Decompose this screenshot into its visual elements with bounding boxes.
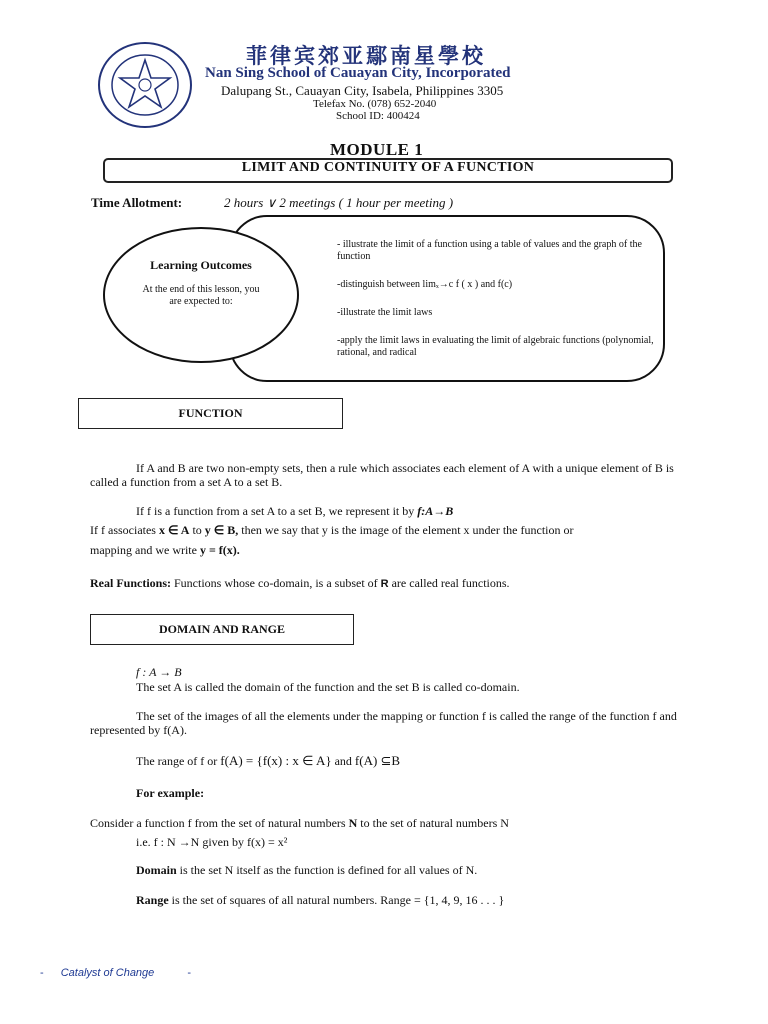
range-math: f(A) = {f(x) : x ∈ A} — [220, 753, 332, 768]
learning-outcome-item: - illustrate the limit of a function using a table of values and the graph of the function — [337, 239, 642, 262]
footer-motto: Catalyst of Change — [60, 967, 155, 979]
learning-outcomes-title: Learning Outcomes — [150, 258, 252, 272]
function-notation-math: f:A→B — [417, 504, 454, 518]
image-text-a: If f associates — [90, 523, 159, 537]
function-notation-line — [136, 504, 696, 518]
footer-dash-left: - — [40, 967, 44, 979]
image-math-x: x ∈ A — [158, 523, 190, 537]
example-domain-line — [136, 863, 696, 877]
mapping-text: mapping and we write — [90, 543, 200, 557]
domain-definition: The set A is called the domain of the function and the set B is called co-domain. — [136, 680, 520, 694]
mapping-notation: f : A → B — [136, 665, 182, 679]
school-telefax: Telefax No. (078) 652-2040 — [313, 98, 437, 110]
range-notation-line — [136, 754, 696, 768]
function-notation-text: If f is a function from a set A to a set B, we represent it by — [136, 504, 418, 518]
module-title: MODULE 1 — [330, 140, 424, 159]
function-image-line — [90, 523, 690, 537]
range-text: The range of f or — [136, 754, 221, 768]
image-math-y: y ∈ B, — [204, 523, 239, 537]
time-allotment-value: 2 hours ∨ 2 meetings ( 1 hour per meeting ) — [224, 195, 454, 210]
range-and: and — [331, 754, 355, 768]
learning-outcome-item: -illustrate the limit laws — [337, 307, 433, 318]
school-address: Dalupang St., Cauayan City, Isabela, Philippines 3305 — [221, 83, 504, 98]
mapping-math: y = f(x). — [199, 543, 240, 557]
school-name-chinese: 菲律宾郊亚鄢南星學校 — [246, 44, 486, 68]
function-mapping-line — [90, 543, 690, 557]
real-set-symbol: R — [380, 578, 389, 590]
real-functions-label: Real Functions: — [90, 576, 171, 590]
school-id: School ID: 400424 — [336, 110, 420, 122]
school-logo — [96, 40, 194, 130]
learning-outcome-item: -distinguish between limₓ→c f ( x ) and f(c) — [337, 279, 513, 290]
example-function-def: i.e. f : N →N given by f(x) = x² — [136, 835, 288, 849]
function-definition: If A and B are two non-empty sets, then a rule which associates each element of A with a unique element of B is called a function from a set A to a set B. — [90, 461, 674, 489]
time-allotment-label: Time Allotment: — [91, 195, 183, 210]
natural-numbers-symbol: N — [348, 816, 358, 830]
domain-label: Domain — [136, 863, 177, 877]
range-definition: The set of the images of all the elements under the mapping or function f is called the range of the function f and represented by f(A). — [90, 709, 677, 737]
real-functions-end: are called real functions. — [388, 576, 510, 590]
real-functions-text: Functions whose co-domain, is a subset of — [171, 576, 381, 590]
range-subset-math: f(A) ⊆B — [354, 753, 401, 768]
image-text-c: then we say that y is the image of the element x under the function or — [238, 523, 574, 537]
consider-text-end: to the set of natural numbers N — [357, 816, 509, 830]
footer — [40, 967, 191, 979]
module-subtitle: LIMIT AND CONTINUITY OF A FUNCTION — [241, 160, 535, 175]
footer-dash-right: - — [187, 967, 192, 979]
real-functions-line — [90, 576, 690, 591]
example-range-line — [136, 893, 696, 907]
example-label: For example: — [136, 786, 205, 800]
example-consider-line — [90, 816, 690, 830]
learning-outcome-item: -apply the limit laws in evaluating the limit of algebraic functions (polynomial, rational, and radical — [337, 335, 654, 358]
consider-text: Consider a function f from the set of natural numbers — [90, 816, 349, 830]
function-heading: FUNCTION — [78, 398, 343, 429]
school-name: Nan Sing School of Cauayan City, Incorporated — [205, 65, 511, 81]
image-text-b: to — [189, 523, 205, 537]
domain-text: is the set N itself as the function is defined for all values of N. — [176, 863, 478, 877]
range-text-example: is the set of squares of all natural numbers. Range = {1, 4, 9, 16 . . . } — [168, 893, 505, 907]
range-label: Range — [136, 893, 169, 907]
domain-range-heading: DOMAIN AND RANGE — [90, 614, 354, 645]
learning-outcomes-intro: At the end of this lesson, you are expected to: — [142, 284, 260, 307]
